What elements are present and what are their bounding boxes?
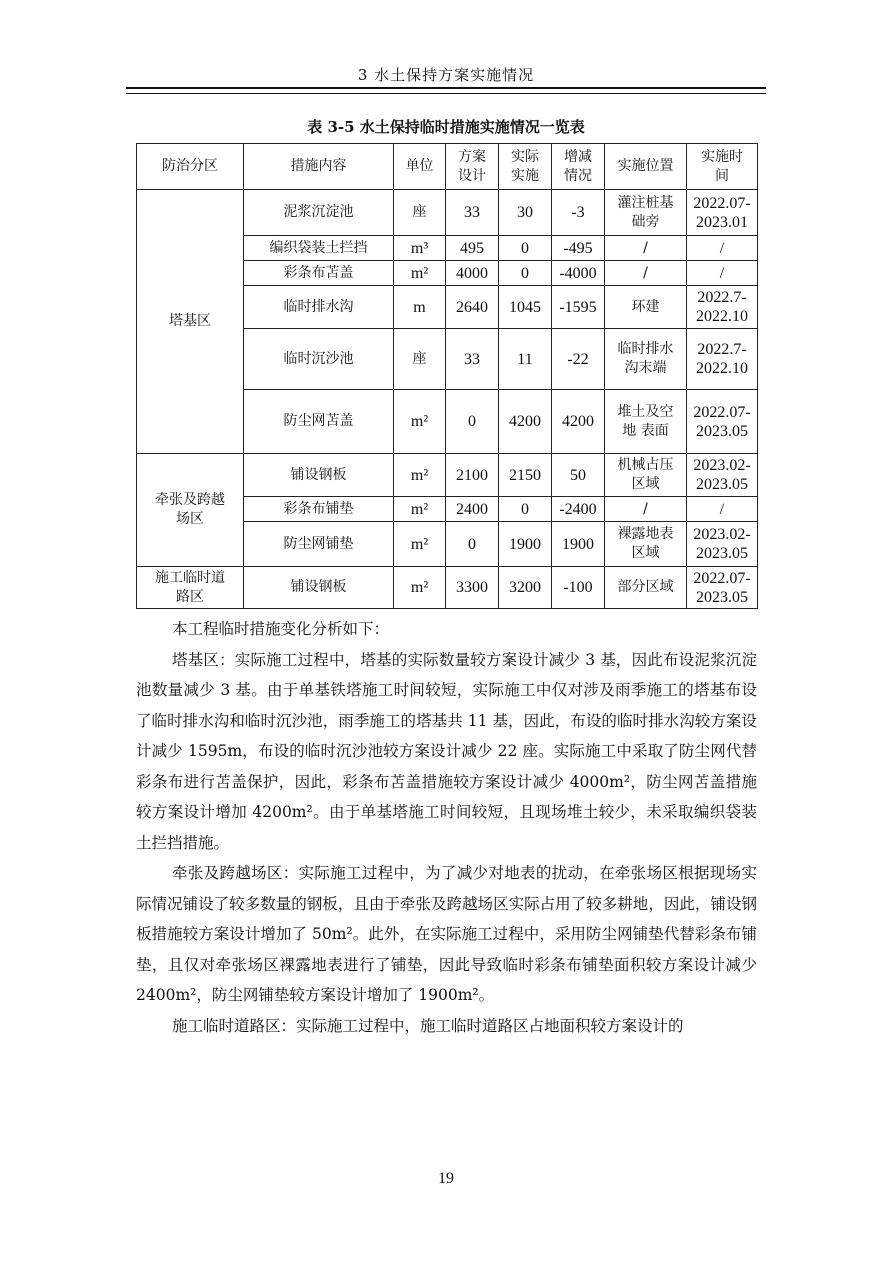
cell-change: -2400 — [552, 497, 605, 522]
cell-time: / — [687, 497, 758, 522]
cell-location: 裸露地表 区域 — [605, 522, 687, 567]
cell-location: / — [605, 497, 687, 522]
cell-plan: 495 — [446, 236, 499, 261]
cell-time: / — [687, 236, 758, 261]
cell-unit: m² — [394, 567, 446, 609]
table-row — [137, 454, 758, 497]
cell-actual: 1900 — [499, 522, 552, 567]
cell-time: 2022.7- 2022.10 — [687, 329, 758, 390]
cell-plan: 0 — [446, 522, 499, 567]
cell-measure: 铺设钢板 — [244, 567, 394, 609]
cell-measure: 防尘网苫盖 — [244, 390, 394, 454]
cell-plan: 0 — [446, 390, 499, 454]
paragraph: 塔基区：实际施工过程中，塔基的实际数量较方案设计减少 3 基，因此布设泥浆沉淀池数量减少 3 基。由于单基铁塔施工时间较短，实际施工中仅对涉及雨季施工的塔基布设了临时排水沟和临时沉沙池，雨季施工的塔基共 11 基，因此，布设的临时排水沟较方案设计减少 1595m，布设的临时沉沙池较方案设计减少 22 座。实际施工中采取了防尘网代替彩条布进行苫盖保护，因此，彩条布苫盖措施较方案设计减少 4000m²，防尘网苫盖措施较方案设计增加 4200m²。由于单基塔施工时间较短，且现场堆土较少，未采取编织袋装土拦挡措施。 — [136, 650, 757, 852]
cell-time: 2023.02- 2023.05 — [687, 522, 758, 567]
cell-unit: m² — [394, 390, 446, 454]
cell-change: -495 — [552, 236, 605, 261]
cell-measure: 编织袋装土拦挡 — [244, 236, 394, 261]
cell-location: / — [605, 236, 687, 261]
cell-actual: 1045 — [499, 286, 552, 329]
col-header-zone: 防治分区 — [137, 144, 244, 190]
cell-plan: 2400 — [446, 497, 499, 522]
cell-measure: 临时排水沟 — [244, 286, 394, 329]
cell-change: -3 — [552, 190, 605, 236]
cell-measure: 临时沉沙池 — [244, 329, 394, 390]
page-number: 19 — [438, 1170, 454, 1187]
cell-time: 2022.07- 2023.05 — [687, 567, 758, 609]
col-header-time: 实施时 间 — [687, 144, 758, 190]
cell-measure: 彩条布苫盖 — [244, 261, 394, 286]
table-header-row — [137, 144, 758, 190]
cell-location: 环建 — [605, 286, 687, 329]
cell-change: 1900 — [552, 522, 605, 567]
col-header-actual: 实际 实施 — [499, 144, 552, 190]
header-rule-thin — [126, 93, 766, 94]
cell-time: 2022.07- 2023.01 — [687, 190, 758, 236]
cell-plan: 3300 — [446, 567, 499, 609]
cell-measure: 防尘网铺垫 — [244, 522, 394, 567]
cell-location: 堆土及空 地 表面 — [605, 390, 687, 454]
cell-location: / — [605, 261, 687, 286]
cell-measure: 泥浆沉淀池 — [244, 190, 394, 236]
cell-actual: 3200 — [499, 567, 552, 609]
paragraph: 牵张及跨越场区：实际施工过程中，为了减少对地表的扰动，在牵张场区根据现场实际情况铺设了较多数量的钢板，且由于牵张及跨越场区实际占用了较多耕地，因此，铺设钢板措施较方案设计增加了 50m²。此外，在实际施工过程中，采用防尘网铺垫代替彩条布铺垫，且仅对牵张场区裸露地表进行了铺垫，因此导致临时彩条布铺垫面积较方案设计减少 2400m²，防尘网铺垫较方案设计增加了 1900m²。 — [136, 864, 757, 1004]
cell-actual: 4200 — [499, 390, 552, 454]
cell-time: 2022.07- 2023.05 — [687, 390, 758, 454]
cell-unit: m — [394, 286, 446, 329]
col-header-plan: 方案 设计 — [446, 144, 499, 190]
cell-location: 部分区域 — [605, 567, 687, 609]
table-row — [137, 190, 758, 236]
cell-actual: 0 — [499, 236, 552, 261]
table-row — [137, 567, 758, 609]
cell-unit: 座 — [394, 190, 446, 236]
paragraph: 施工临时道路区：实际施工过程中，施工临时道路区占地面积较方案设计的 — [172, 1016, 684, 1035]
paragraph: 本工程临时措施变化分析如下： — [172, 620, 390, 638]
cell-unit: m² — [394, 497, 446, 522]
cell-plan: 2640 — [446, 286, 499, 329]
cell-time: / — [687, 261, 758, 286]
cell-plan: 33 — [446, 190, 499, 236]
header-rule-thick — [126, 87, 766, 89]
cell-measure: 铺设钢板 — [244, 454, 394, 497]
cell-actual: 0 — [499, 497, 552, 522]
cell-measure: 彩条布铺垫 — [244, 497, 394, 522]
cell-unit: 座 — [394, 329, 446, 390]
cell-plan: 2100 — [446, 454, 499, 497]
cell-change: 50 — [552, 454, 605, 497]
body-text — [136, 614, 757, 1041]
cell-plan: 4000 — [446, 261, 499, 286]
cell-plan: 33 — [446, 329, 499, 390]
col-header-change: 增减 情况 — [552, 144, 605, 190]
col-header-measure: 措施内容 — [244, 144, 394, 190]
cell-location: 临时排水 沟末端 — [605, 329, 687, 390]
cell-actual: 2150 — [499, 454, 552, 497]
cell-unit: m² — [394, 454, 446, 497]
col-header-location: 实施位置 — [605, 144, 687, 190]
cell-unit: m² — [394, 522, 446, 567]
cell-unit: m³ — [394, 236, 446, 261]
cell-time: 2022.7- 2022.10 — [687, 286, 758, 329]
cell-unit: m² — [394, 261, 446, 286]
running-header: 3 水土保持方案实施情况 — [357, 66, 535, 84]
cell-location: 灌注桩基 础旁 — [605, 190, 687, 236]
cell-change: 4200 — [552, 390, 605, 454]
cell-change: -100 — [552, 567, 605, 609]
cell-actual: 30 — [499, 190, 552, 236]
cell-time: 2023.02- 2023.05 — [687, 454, 758, 497]
cell-change: -1595 — [552, 286, 605, 329]
cell-actual: 0 — [499, 261, 552, 286]
table-caption: 表 3-5 水土保持临时措施实施情况一览表 — [307, 118, 585, 136]
col-header-unit: 单位 — [394, 144, 446, 190]
measures-table — [136, 143, 758, 609]
cell-change: -22 — [552, 329, 605, 390]
zone-tower: 塔基区 — [137, 190, 244, 454]
cell-actual: 11 — [499, 329, 552, 390]
cell-change: -4000 — [552, 261, 605, 286]
zone-road: 施工临时道 路区 — [137, 567, 244, 609]
cell-location: 机械占压 区域 — [605, 454, 687, 497]
zone-stretch: 牵张及跨越 场区 — [137, 454, 244, 567]
